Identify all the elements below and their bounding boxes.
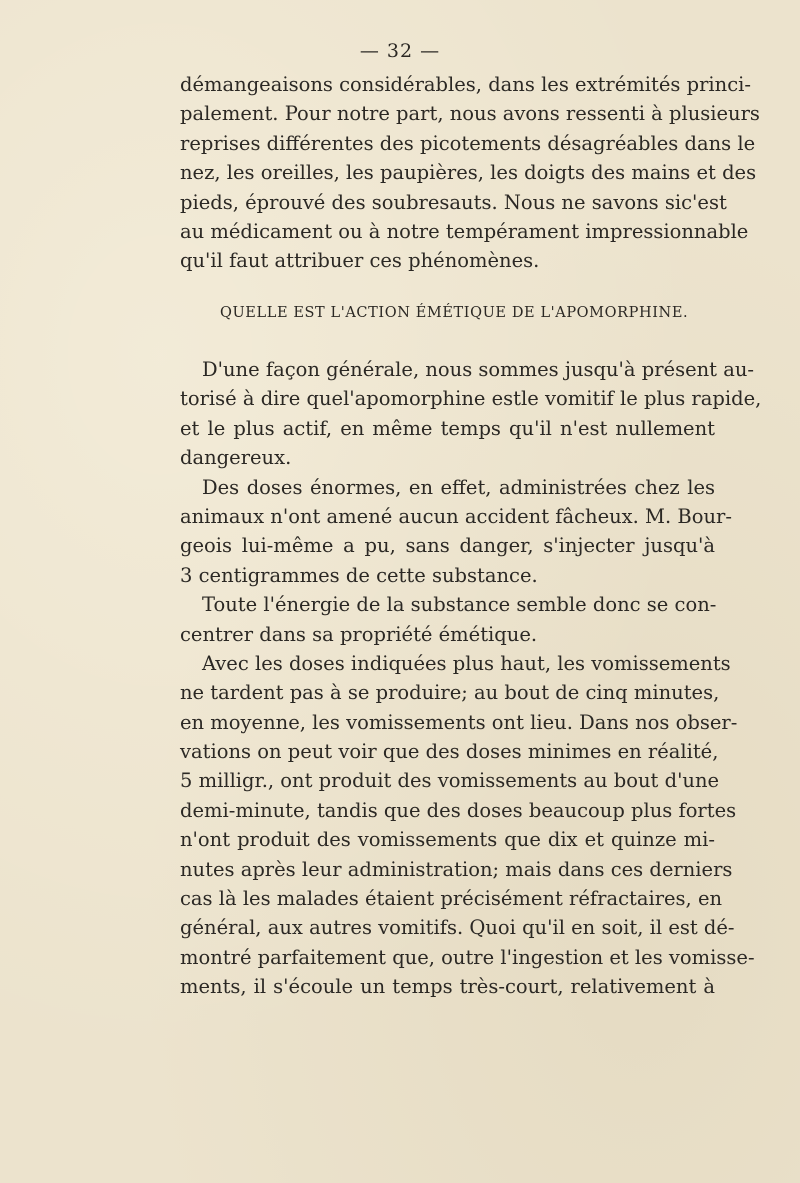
text-line: n'ont produit des vomissements que dix et quinze mi- [180, 828, 715, 852]
text-line: et le plus actif, en même temps qu'il n'est nullement [180, 416, 715, 440]
text-line: centrer dans sa propriété émétique. [180, 622, 538, 646]
text-line: ments, il s'écoule un temps très-court, relativement à [180, 975, 715, 999]
text-line: animaux n'ont amené aucun accident fâcheux. M. Bour- [180, 504, 732, 528]
text-line: en moyenne, les vomissements ont lieu. Dans nos obser- [180, 710, 738, 734]
text-line: nez, les oreilles, les paupières, les doigts des mains et des [180, 161, 757, 185]
section-heading: QUELLE EST L'ACTION ÉMÉTIQUE DE L'APOMORPHINE. [220, 305, 689, 321]
text-line: général, aux autres vomitifs. Quoi qu'il en soit, il est dé- [180, 916, 735, 940]
text-line: Des doses énormes, en effet, administrées chez les [202, 475, 715, 499]
text-line: au médicament ou à notre tempérament impressionnable [180, 219, 749, 243]
text-line: pieds, éprouvé des soubresauts. Nous ne savons sic'est [180, 190, 727, 214]
text-line: D'une façon générale, nous sommes jusqu'à présent au- [202, 358, 754, 381]
text-line: démangeaisons considérables, dans les extrémités princi- [180, 73, 751, 96]
text-line: torisé à dire quel'apomorphine estle vomitif le plus rapide, [180, 387, 762, 411]
text-line: demi-minute, tandis que des doses beaucoup plus fortes [180, 798, 737, 822]
text-line: nutes après leur administration; mais dans ces derniers [180, 857, 733, 881]
text-line: vations on peut voir que des doses minimes en réalité, [180, 740, 719, 764]
text-line: reprises différentes des picotements désagréables dans le [180, 131, 756, 155]
text-line: palement. Pour notre part, nous avons ressenti à plusieurs [180, 102, 760, 126]
text-line: 5 milligr., ont produit des vomissements au bout d'une [180, 769, 720, 793]
text-line: 3 centigrammes de cette substance. [180, 563, 538, 587]
text-line: cas là les malades étaient précisément réfractaires, en [180, 887, 723, 911]
text-line: Avec les doses indiquées plus haut, les vomissements [202, 651, 731, 675]
text-line: montré parfaitement que, outre l'ingestion et les vomisse- [180, 945, 755, 969]
text-line: qu'il faut attribuer ces phénomènes. [180, 249, 540, 273]
text-line: dangereux. [180, 446, 292, 470]
text-line: Toute l'énergie de la substance semble donc se con- [202, 593, 717, 617]
text-line: geois lui-même a pu, sans danger, s'injecter jusqu'à [180, 534, 715, 558]
body-text [180, 355, 762, 1002]
page-number: — 32 — [359, 40, 441, 62]
paragraph-1 [180, 70, 760, 276]
text-line: ne tardent pas à se produire; au bout de cinq minutes, [180, 681, 720, 705]
